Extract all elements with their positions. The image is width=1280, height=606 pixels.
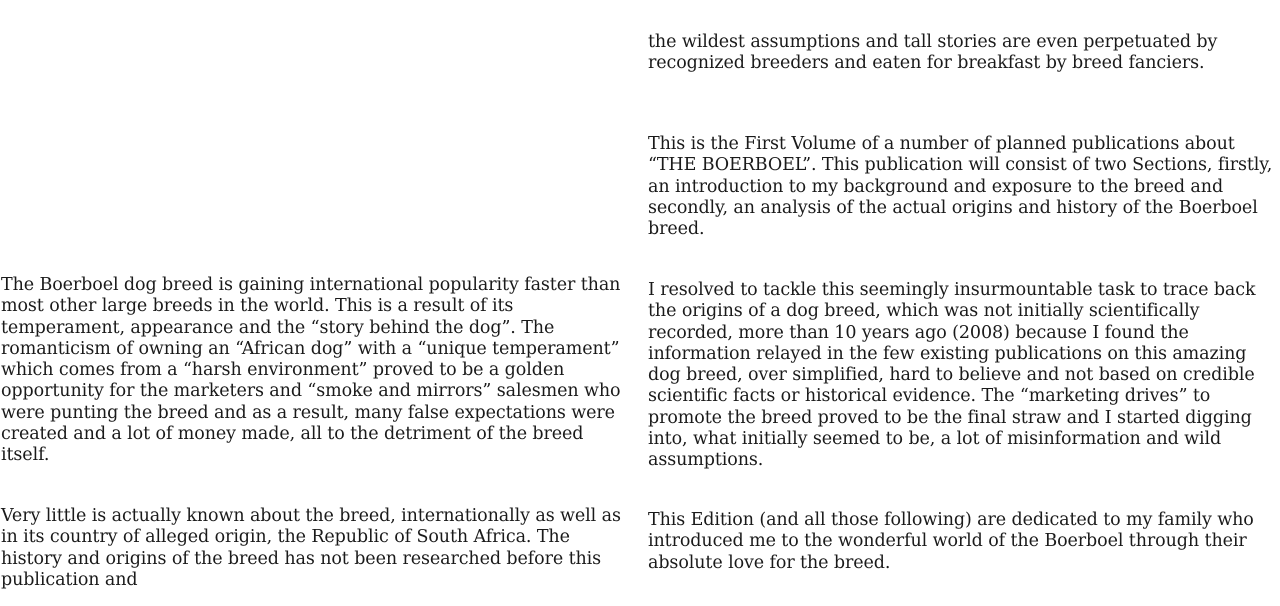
paragraph-little-known: Very little is actually known about the breed, internationally as well as in its country of alleged origin, the Republic of South Africa. The history and origins of the breed has not been researched before this publication and [1, 506, 621, 590]
paragraph-research-motivation: I resolved to tackle this seemingly insurmountable task to trace back the origins of a dog breed, which was not initially scientifically recorded, more than 10 years ago (2008) because I found the information relayed in the few existing publications on this amazing dog breed, over simplified, hard to believe and not based on credible scientific facts or historical evidence. The “marketing drives” to promote the breed proved to be the final straw and I started digging into, what initially seemed to be, a lot of misinformation and wild assumptions. [648, 280, 1256, 471]
paragraph-wildest-assumptions: the wildest assumptions and tall stories are even perpetuated by recognized breeders and eaten for breakfast by breed fanciers. [648, 32, 1218, 74]
paragraph-dedication: This Edition (and all those following) are dedicated to my family who introduced me to the wonderful world of the Boerboel through their absolute love for the breed. [648, 510, 1254, 573]
paragraph-breed-popularity: The Boerboel dog breed is gaining international popularity faster than most other large breeds in the world. This is a result of its temperament, appearance and the “story behind the dog”. The romanticism of owning an “African dog” with a “unique temperament” which comes from a “harsh environment” proved to be a golden opportunity for the marketers and “smoke and mirrors” salesmen who were punting the breed and as a result, many false expectations were created and a lot of money made, all to the detriment of the breed itself. [1, 275, 621, 466]
paragraph-first-volume: This is the First Volume of a number of planned publications about “THE BOERBOEL”. This publication will consist of two Sections, firstly, an introduction to my background and exposure to the breed and secondly, an analysis of the actual origins and history of the Boerboel breed. [648, 134, 1273, 240]
